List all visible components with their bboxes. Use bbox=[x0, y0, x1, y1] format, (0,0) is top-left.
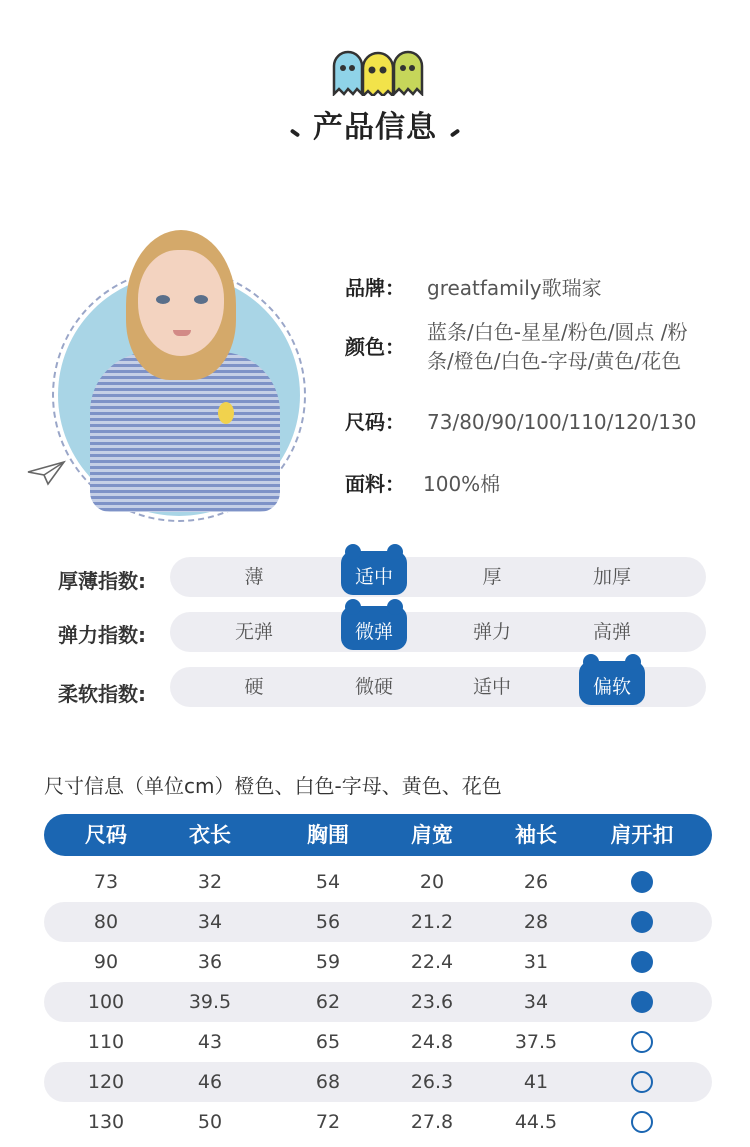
table-cell-size: 120 bbox=[87, 1071, 125, 1093]
col-header-shoulder: 肩宽 bbox=[411, 823, 453, 847]
info-value: greatfamily歌瑞家 bbox=[427, 276, 602, 300]
info-label: 品牌： bbox=[345, 276, 405, 300]
index-option: 微硬 bbox=[354, 676, 393, 698]
index-option: 硬 bbox=[244, 676, 264, 698]
table-cell-size: 130 bbox=[87, 1111, 125, 1133]
index-option: 薄 bbox=[244, 566, 264, 588]
index-option: 弹力 bbox=[472, 621, 511, 643]
shoulder-button-yes-icon bbox=[631, 871, 653, 893]
section-title bbox=[0, 102, 750, 146]
shoulder-button-no-icon bbox=[631, 1031, 653, 1053]
table-cell-shoulder: 26.3 bbox=[410, 1071, 454, 1093]
col-header-shoulder-button: 肩开扣 bbox=[610, 823, 674, 847]
table-cell-length: 43 bbox=[197, 1031, 223, 1053]
table-cell-chest: 62 bbox=[315, 991, 341, 1013]
size-table-header bbox=[44, 814, 712, 856]
softness-index-bar bbox=[170, 667, 706, 707]
shoulder-button-no-icon bbox=[631, 1111, 653, 1133]
table-cell-sleeve: 28 bbox=[523, 911, 549, 933]
table-cell-sleeve: 41 bbox=[523, 1071, 549, 1093]
table-cell-shoulder: 21.2 bbox=[410, 911, 454, 933]
table-cell-sleeve: 34 bbox=[523, 991, 549, 1013]
table-cell-length: 39.5 bbox=[188, 991, 232, 1013]
table-row bbox=[44, 982, 712, 1022]
table-cell-size: 100 bbox=[87, 991, 125, 1013]
thickness-index-label: 厚薄指数: bbox=[58, 569, 146, 593]
page-title: 产品信息 bbox=[313, 110, 437, 145]
table-cell-sleeve: 31 bbox=[523, 951, 549, 973]
info-value: 蓝条/白色-星星/粉色/圆点 /粉条/橙色/白色-字母/黄色/花色 bbox=[427, 320, 688, 373]
table-row bbox=[44, 862, 712, 902]
col-header-length: 衣长 bbox=[189, 823, 231, 847]
elasticity-index-bar bbox=[170, 612, 706, 652]
col-header-size: 尺码 bbox=[85, 823, 127, 847]
table-cell-size: 90 bbox=[93, 951, 119, 973]
table-row bbox=[44, 1022, 712, 1062]
col-header-sleeve: 袖长 bbox=[515, 823, 557, 847]
table-cell-shoulder: 24.8 bbox=[410, 1031, 454, 1053]
table-cell-chest: 59 bbox=[315, 951, 341, 973]
pineapple-patch-icon bbox=[218, 402, 234, 424]
shoulder-button-no-icon bbox=[631, 1071, 653, 1093]
title-decoration-right bbox=[450, 128, 460, 137]
index-option-selected: 偏软 bbox=[592, 676, 631, 698]
eye-right bbox=[194, 295, 208, 304]
index-option-selected: 微弹 bbox=[354, 621, 393, 643]
table-cell-chest: 65 bbox=[315, 1031, 341, 1053]
table-cell-shoulder: 22.4 bbox=[410, 951, 454, 973]
table-cell-sleeve: 37.5 bbox=[514, 1031, 558, 1053]
softness-index-label: 柔软指数: bbox=[58, 682, 146, 706]
info-label: 颜色： bbox=[345, 335, 405, 359]
index-option: 厚 bbox=[482, 566, 502, 588]
paper-plane-icon bbox=[26, 458, 66, 488]
table-row bbox=[44, 1062, 712, 1102]
table-cell-size: 73 bbox=[93, 871, 119, 893]
table-cell-chest: 72 bbox=[315, 1111, 341, 1133]
table-cell-length: 32 bbox=[197, 871, 223, 893]
table-cell-size: 110 bbox=[87, 1031, 125, 1053]
info-value: 73/80/90/100/110/120/130 bbox=[427, 410, 697, 434]
col-header-chest: 胸围 bbox=[307, 823, 349, 847]
shoulder-button-yes-icon bbox=[631, 911, 653, 933]
face-illustration bbox=[138, 250, 224, 356]
table-row bbox=[44, 902, 712, 942]
table-cell-chest: 56 bbox=[315, 911, 341, 933]
table-cell-shoulder: 27.8 bbox=[410, 1111, 454, 1133]
table-cell-length: 46 bbox=[197, 1071, 223, 1093]
info-label: 面料： bbox=[345, 472, 405, 496]
table-cell-sleeve: 44.5 bbox=[514, 1111, 558, 1133]
table-cell-size: 80 bbox=[93, 911, 119, 933]
index-option: 无弹 bbox=[234, 621, 273, 643]
table-cell-shoulder: 23.6 bbox=[410, 991, 454, 1013]
table-cell-chest: 54 bbox=[315, 871, 341, 893]
shoulder-button-yes-icon bbox=[631, 991, 653, 1013]
thickness-index-bar bbox=[170, 557, 706, 597]
ghost-mascots-icon bbox=[330, 46, 426, 96]
index-option-selected: 适中 bbox=[354, 566, 393, 588]
table-cell-length: 36 bbox=[197, 951, 223, 973]
table-cell-sleeve: 26 bbox=[523, 871, 549, 893]
eye-left bbox=[156, 295, 170, 304]
info-label: 尺码： bbox=[345, 410, 405, 434]
index-option: 加厚 bbox=[592, 566, 631, 588]
table-cell-length: 50 bbox=[197, 1111, 223, 1133]
title-decoration-left bbox=[290, 128, 300, 137]
index-option: 适中 bbox=[472, 676, 511, 698]
info-value: 100%棉 bbox=[423, 472, 501, 496]
elasticity-index-label: 弹力指数: bbox=[58, 623, 146, 647]
table-cell-length: 34 bbox=[197, 911, 223, 933]
index-option: 高弹 bbox=[592, 621, 631, 643]
table-row bbox=[44, 1102, 712, 1142]
shoulder-button-yes-icon bbox=[631, 951, 653, 973]
table-cell-shoulder: 20 bbox=[419, 871, 445, 893]
table-cell-chest: 68 bbox=[315, 1071, 341, 1093]
size-table-heading: 尺寸信息（单位cm）橙色、白色-字母、黄色、花色 bbox=[44, 774, 502, 798]
table-row bbox=[44, 942, 712, 982]
